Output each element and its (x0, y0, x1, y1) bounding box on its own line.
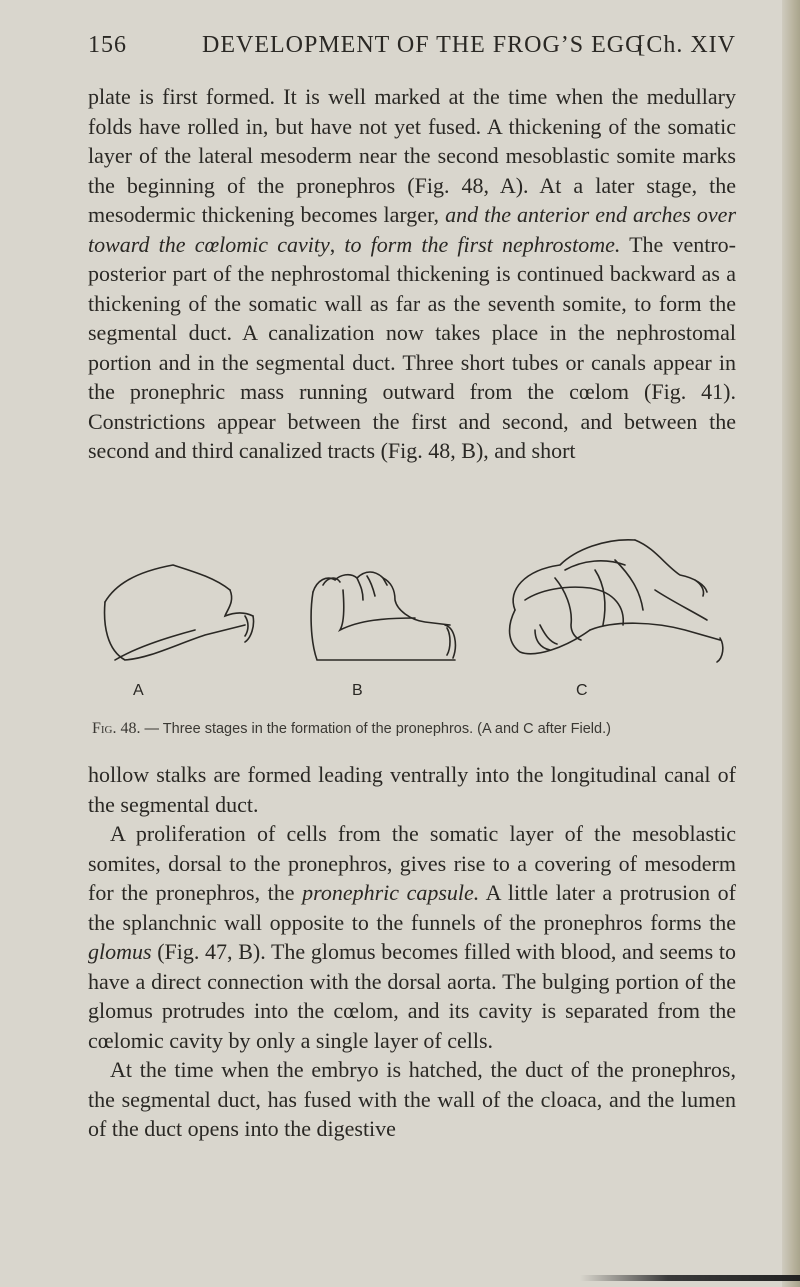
figure-label-c: C (576, 682, 588, 699)
page-number: 156 (88, 32, 127, 58)
figure-label-a: A (133, 682, 144, 699)
running-title: DEVELOPMENT OF THE FROG’S EGG (202, 32, 644, 58)
text-run: A little later a protrusion of the splanchnic wall opposite to the funnels of the pronephros forms the (88, 880, 736, 935)
paragraph-1 (88, 82, 736, 466)
running-header (88, 32, 736, 62)
figure-label-b: B (352, 682, 363, 699)
drawing-b (311, 572, 455, 660)
figure-48 (95, 530, 735, 690)
text-run: (Fig. 47, B). The glomus becomes filled with blood, and seems to have a direct connection with the dorsal aorta. The bulging portion of the glomus protrudes into the cœlom, and its cavity is separated from the cœlomic cavity by only a single layer of cells. (88, 939, 736, 1053)
italic-text-run: and the anterior end arches over toward the cœlomic cavity (88, 202, 737, 257)
text-run: , (329, 231, 345, 257)
italic-text-run: pronephric capsule. (302, 880, 480, 905)
italic-text-run: to form the first nephrostome. (344, 231, 621, 257)
caption-text: — Three stages in the formation of the pronephros. (A and C after Field.) (140, 721, 611, 737)
text-run: plate is first formed. It is well marked at the time when the medullary folds have rolled in, but have not yet fused. A thickening of the somatic layer of the lateral mesoderm near the second mesoblastic somite marks the beginning of the pronephros (Fig. 48, A). At a later stage, the mesodermic thickening becomes larger, (88, 84, 736, 227)
caption-figure-number: Fig. 48. (92, 720, 141, 737)
text-run: The ventro-posterior part of the nephrostomal thickening is continued backward as a thickening of the somatic wall as far as the seventh somite, to form the segmental duct. A canalization now takes place in the nephrostomal portion and in the segmental duct. Three short tubes or canals appear in the pronephric mass running outward from the cœlom (Fig. 41). Constrictions appear between the first and second, and between the second and third canalized tracts (Fig. 48, B), and short (88, 231, 736, 463)
paragraph-4 (88, 1055, 736, 1144)
figure-caption (92, 720, 772, 738)
bottom-rule (580, 1275, 800, 1281)
chapter-label: [Ch. XIV (637, 32, 736, 58)
italic-text-run: glomus (88, 939, 152, 964)
text-run: A proliferation of cells from the somatic layer of the mesoblastic somites, dorsal to the pronephros, gives rise to a covering of mesoderm for the pronephros, the (88, 821, 736, 905)
drawing-c (510, 540, 723, 662)
text-run: At the time when the embryo is hatched, the duct of the pronephros, the segmental duct, has fused with the wall of the cloaca, and the lumen of the duct opens into the digestive (88, 1057, 736, 1141)
page-edge (782, 0, 800, 1287)
text-run: hollow stalks are formed leading ventrally into the longitudinal canal of the segmental duct. (88, 762, 736, 817)
paragraph-3 (88, 819, 736, 1055)
pronephros-drawings (95, 530, 735, 690)
drawing-a (105, 565, 254, 660)
paragraph-2 (88, 760, 736, 819)
